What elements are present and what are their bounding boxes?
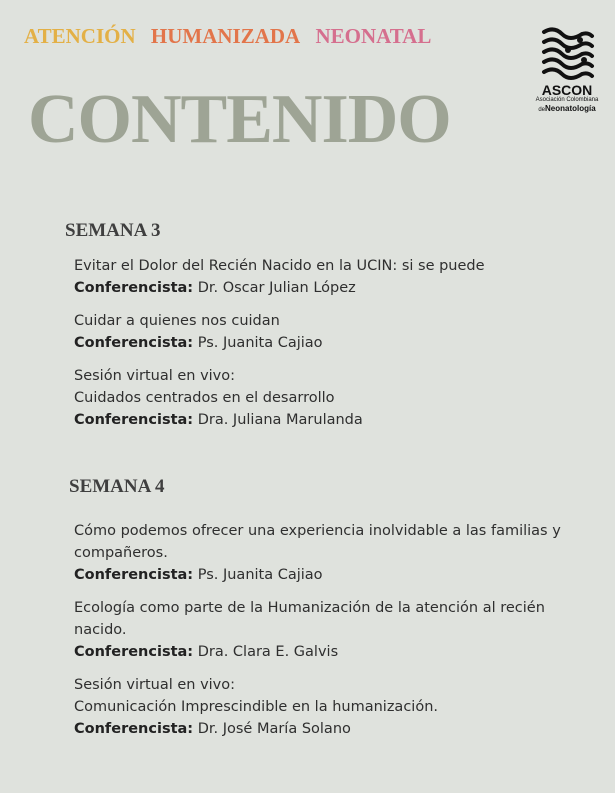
logo-subtitle-1: Asociación Colombiana xyxy=(535,97,599,103)
speaker-label: Conferencista: xyxy=(74,280,194,296)
speaker-name: Ps. Juanita Cajiao xyxy=(197,567,323,583)
speaker-name: Dr. Oscar Julian López xyxy=(197,280,356,296)
logo-name: ASCON xyxy=(541,82,593,98)
session-title: Cómo podemos ofrecer una experiencia inolvidable a las familias y compañeros. xyxy=(74,523,561,561)
session-title: Comunicación Imprescindible en la humanización. xyxy=(74,699,438,715)
session-item xyxy=(74,255,594,299)
session-item xyxy=(74,597,594,663)
ascon-wave-emblem-icon xyxy=(538,24,596,82)
header-word-atencion: ATENCIÓN xyxy=(24,24,136,48)
session-title: Cuidar a quienes nos cuidan xyxy=(74,313,280,329)
speaker-label: Conferencista: xyxy=(74,412,194,428)
session-item xyxy=(74,365,594,431)
session-title: Evitar el Dolor del Recién Nacido en la UCIN: si se puede xyxy=(74,258,485,274)
week-4-items xyxy=(74,520,594,751)
speaker-label: Conferencista: xyxy=(74,567,194,583)
session-item xyxy=(74,674,594,740)
session-item xyxy=(74,520,594,586)
session-speaker xyxy=(74,277,594,299)
session-speaker xyxy=(74,641,594,663)
week-4-heading: SEMANA 4 xyxy=(69,476,165,497)
session-speaker xyxy=(74,564,594,586)
header-word-humanizada: HUMANIZADA xyxy=(150,24,301,48)
session-speaker xyxy=(74,718,594,740)
speaker-name: Dra. Clara E. Galvis xyxy=(197,644,339,660)
speaker-name: Dr. José María Solano xyxy=(197,721,351,737)
session-item xyxy=(74,310,594,354)
session-speaker xyxy=(74,332,594,354)
session-type: Sesión virtual en vivo: xyxy=(74,677,236,693)
speaker-label: Conferencista: xyxy=(74,335,194,351)
session-speaker xyxy=(74,409,594,431)
logo-subtitle-2-prefix: de xyxy=(538,107,545,113)
session-title: Cuidados centrados en el desarrollo xyxy=(74,390,335,406)
header-tagline xyxy=(24,24,441,49)
week-3-heading: SEMANA 3 xyxy=(65,220,161,241)
ascon-logo xyxy=(532,24,602,124)
speaker-name: Dra. Juliana Marulanda xyxy=(197,412,363,428)
speaker-label: Conferencista: xyxy=(74,644,194,660)
logo-subtitle-2 xyxy=(532,104,602,115)
week-3-items xyxy=(74,255,594,442)
session-type: Sesión virtual en vivo: xyxy=(74,368,236,384)
logo-subtitle-2-text: Neonatología xyxy=(545,104,596,113)
session-title: Ecología como parte de la Humanización de la atención al recién nacido. xyxy=(74,600,545,638)
speaker-label: Conferencista: xyxy=(74,721,194,737)
page-title: CONTENIDO xyxy=(28,81,451,158)
speaker-name: Ps. Juanita Cajiao xyxy=(197,335,323,351)
header-word-neonatal: NEONATAL xyxy=(315,24,432,48)
